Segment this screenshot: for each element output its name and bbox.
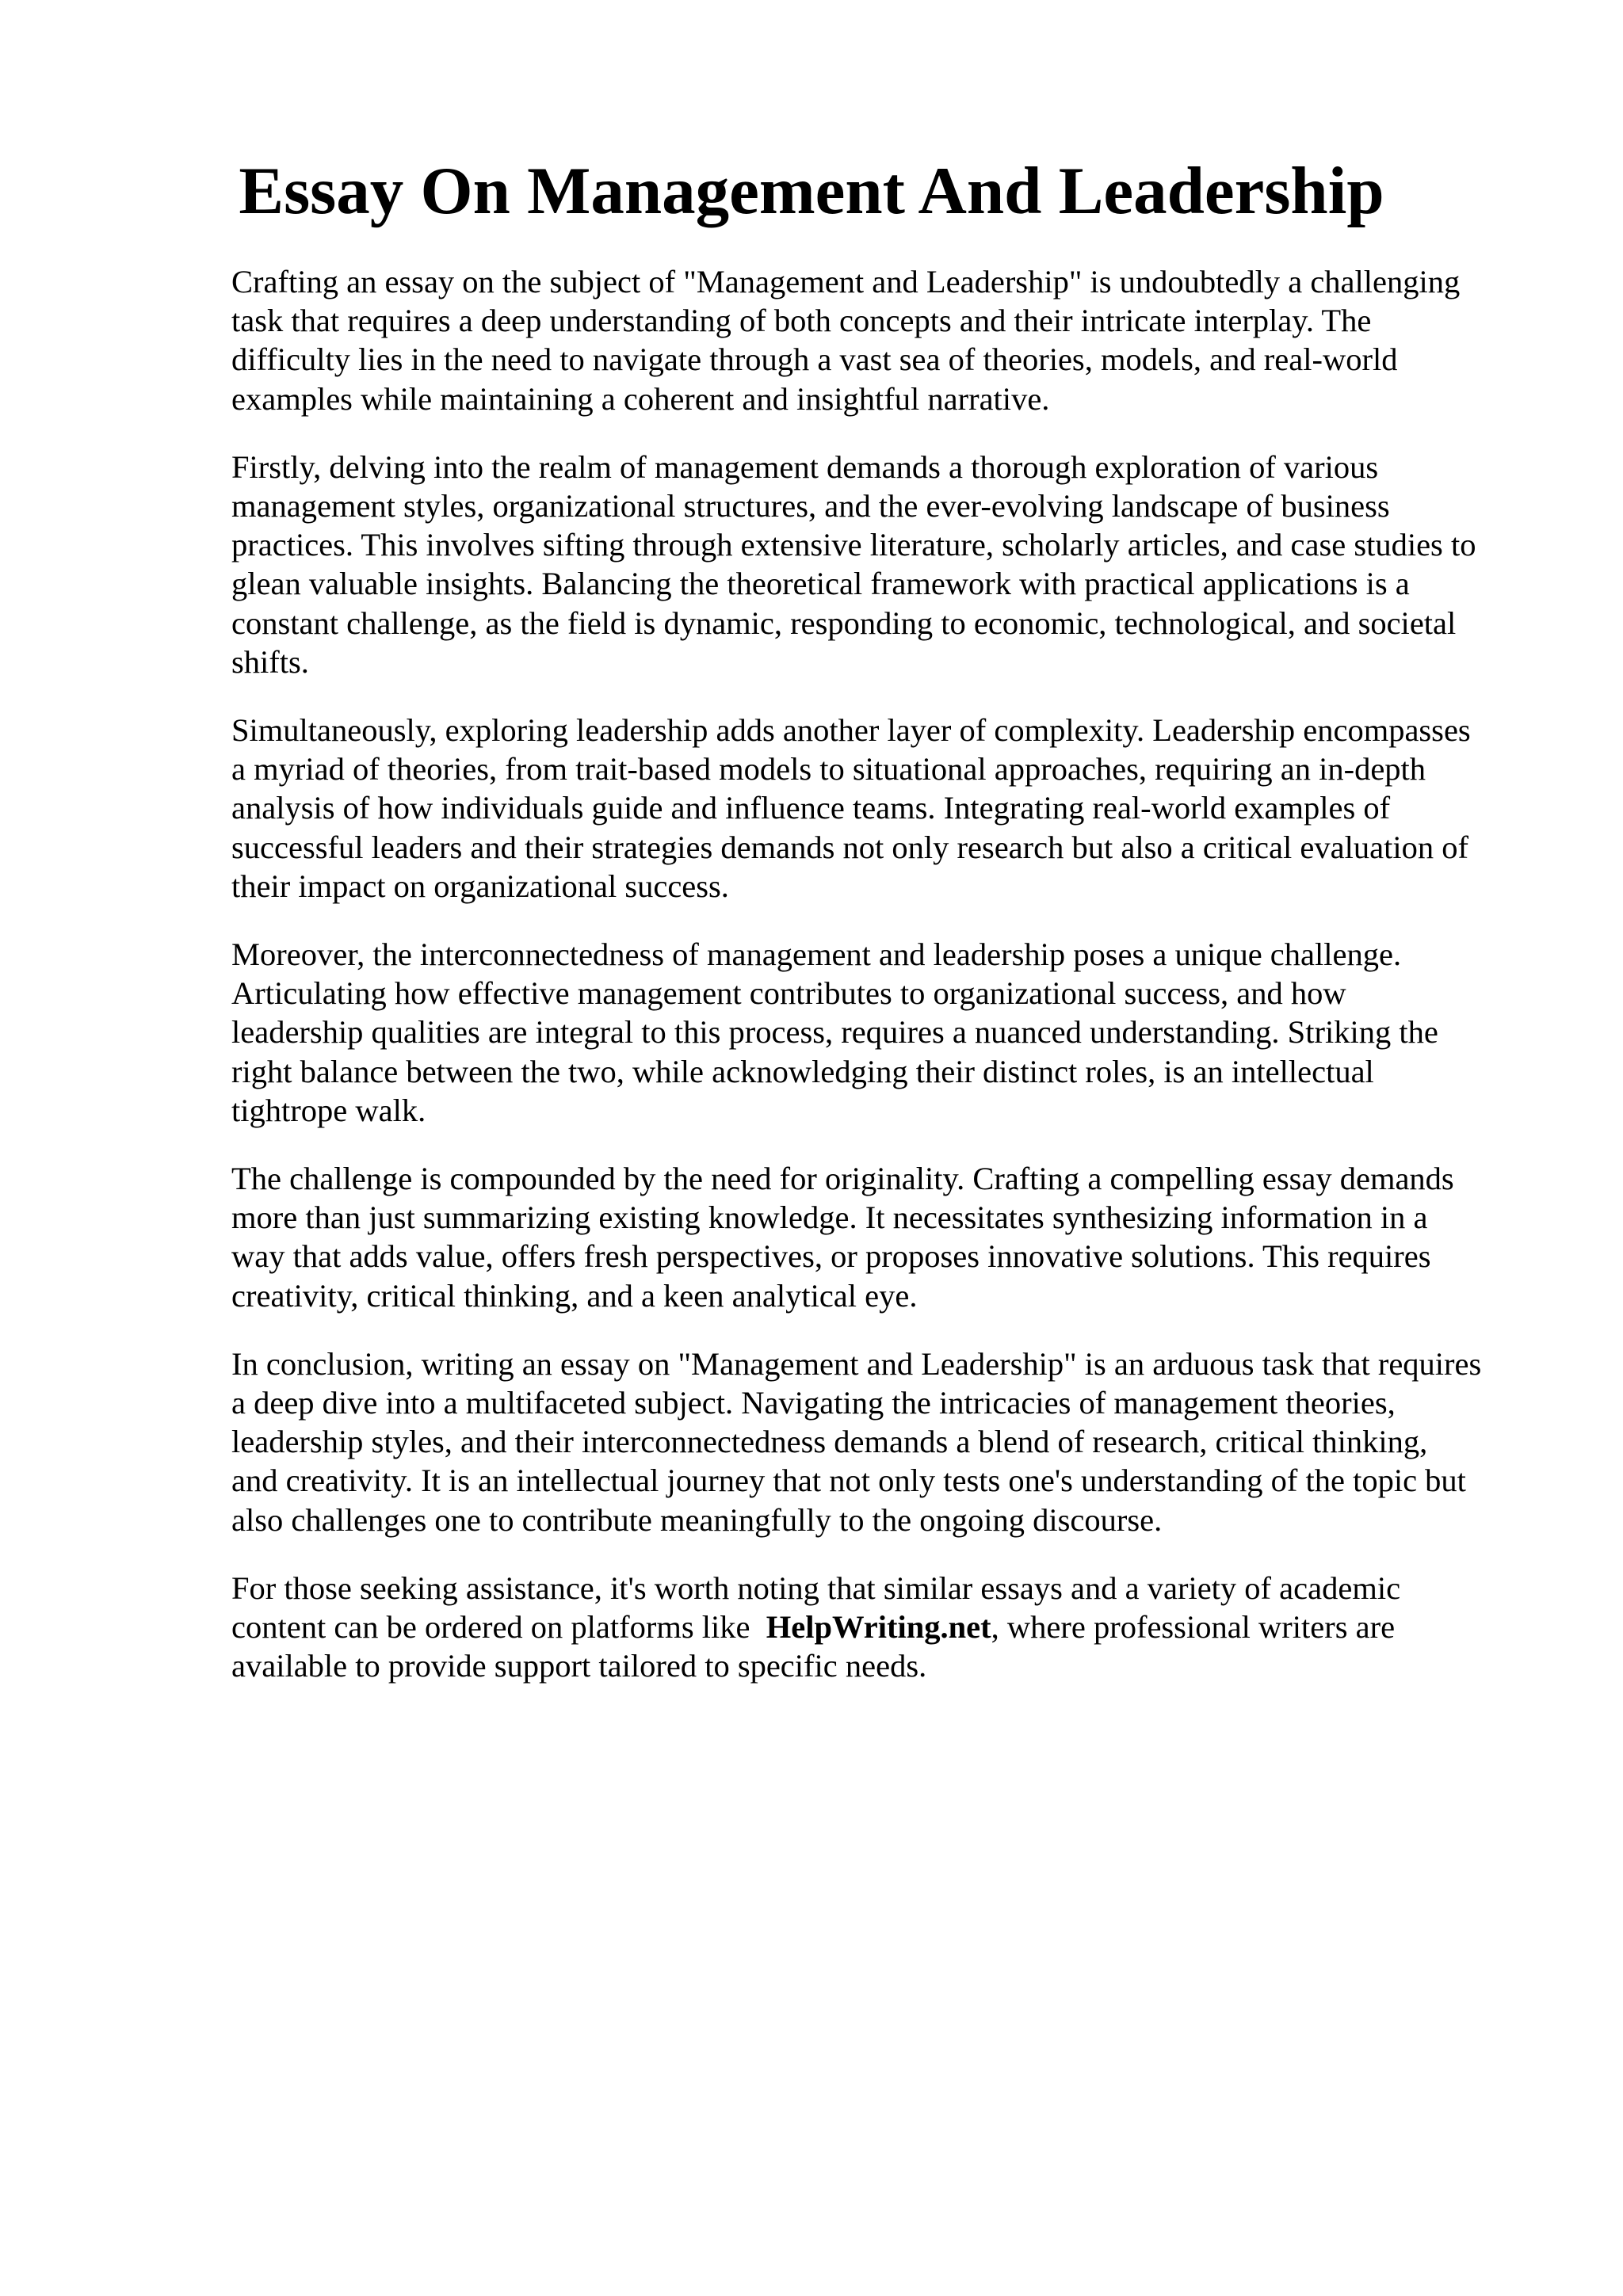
text-line: Simultaneously, exploring leadership adds another layer of complexity. Leadership encompasses <box>231 712 1471 749</box>
paragraph-6 <box>231 1344 1515 1539</box>
text-line: more than just summarizing existing knowledge. It necessitates synthesizing information in a <box>231 1199 1428 1236</box>
text-line: right balance between the two, while acknowledging their distinct roles, is an intellectual <box>231 1053 1374 1089</box>
text-line: Firstly, delving into the realm of management demands a thorough exploration of various <box>231 448 1379 485</box>
paragraph-5 <box>231 1159 1515 1315</box>
closing-text-after-link: , where professional writers are <box>991 1609 1396 1646</box>
text-line: management styles, organizational structures, and the ever-evolving landscape of business <box>231 488 1390 524</box>
paragraph-4 <box>231 935 1515 1130</box>
text-line: examples while maintaining a coherent and insightful narrative. <box>231 380 1050 417</box>
text-line: In conclusion, writing an essay on "Management and Leadership" is an arduous task that requires <box>231 1345 1482 1382</box>
paragraph-1 <box>231 262 1515 418</box>
helpwriting-link[interactable]: HelpWriting.net <box>766 1609 991 1646</box>
text-line: way that adds value, offers fresh perspectives, or proposes innovative solutions. This requires <box>231 1238 1431 1275</box>
paragraph-2 <box>231 448 1515 681</box>
text-line: Crafting an essay on the subject of "Management and Leadership" is undoubtedly a challenging <box>231 264 1461 299</box>
text-line: creativity, critical thinking, and a keen analytical eye. <box>231 1277 918 1314</box>
text-line: For those seeking assistance, it's worth noting that similar essays and a variety of academic <box>231 1569 1401 1606</box>
page-title: Essay On Management And Leadership <box>239 154 1384 228</box>
paragraph-3 <box>231 711 1515 906</box>
text-line: a deep dive into a multifaceted subject. Navigating the intricacies of management theories, <box>231 1385 1396 1421</box>
text-line: leadership qualities are integral to this process, requires a nuanced understanding. Striking the <box>231 1014 1438 1051</box>
text-line: practices. This involves sifting through extensive literature, scholarly articles, and case studies to <box>231 527 1476 563</box>
text-line: analysis of how individuals guide and influence teams. Integrating real-world examples of <box>231 790 1391 826</box>
text-line: a myriad of theories, from trait-based models to situational approaches, requiring an in-depth <box>231 751 1426 788</box>
text-line: Moreover, the interconnectedness of management and leadership poses a unique challenge. <box>231 936 1402 973</box>
paragraph-closing <box>231 1569 1515 1686</box>
text-line: The challenge is compounded by the need for originality. Crafting a compelling essay demands <box>231 1161 1454 1197</box>
text-line: shifts. <box>231 643 309 680</box>
text-line: leadership styles, and their interconnectedness demands a blend of research, critical thinking, <box>231 1424 1428 1460</box>
text-line: and creativity. It is an intellectual journey that not only tests one's understanding of the topic but <box>231 1463 1466 1499</box>
text-line: difficulty lies in the need to navigate through a vast sea of theories, models, and real-world <box>231 341 1398 378</box>
text-line: Articulating how effective management contributes to organizational success, and how <box>231 975 1346 1012</box>
essay-body <box>231 262 1515 1715</box>
text-line: successful leaders and their strategies demands not only research but also a critical evaluation of <box>231 829 1468 865</box>
text-line: their impact on organizational success. <box>231 868 729 904</box>
text-line: also challenges one to contribute meaningfully to the ongoing discourse. <box>231 1501 1163 1538</box>
text-line: glean valuable insights. Balancing the theoretical framework with practical applications is a <box>231 566 1410 602</box>
text-line: constant challenge, as the field is dynamic, responding to economic, technological, and societal <box>231 605 1457 641</box>
text-line <box>231 1608 1515 1646</box>
text-line: task that requires a deep understanding of both concepts and their intricate interplay. The <box>231 303 1372 339</box>
text-line: tightrope walk. <box>231 1092 426 1128</box>
text-line: available to provide support tailored to specific needs. <box>231 1648 927 1684</box>
closing-text-before-link: content can be ordered on platforms like <box>231 1609 750 1646</box>
